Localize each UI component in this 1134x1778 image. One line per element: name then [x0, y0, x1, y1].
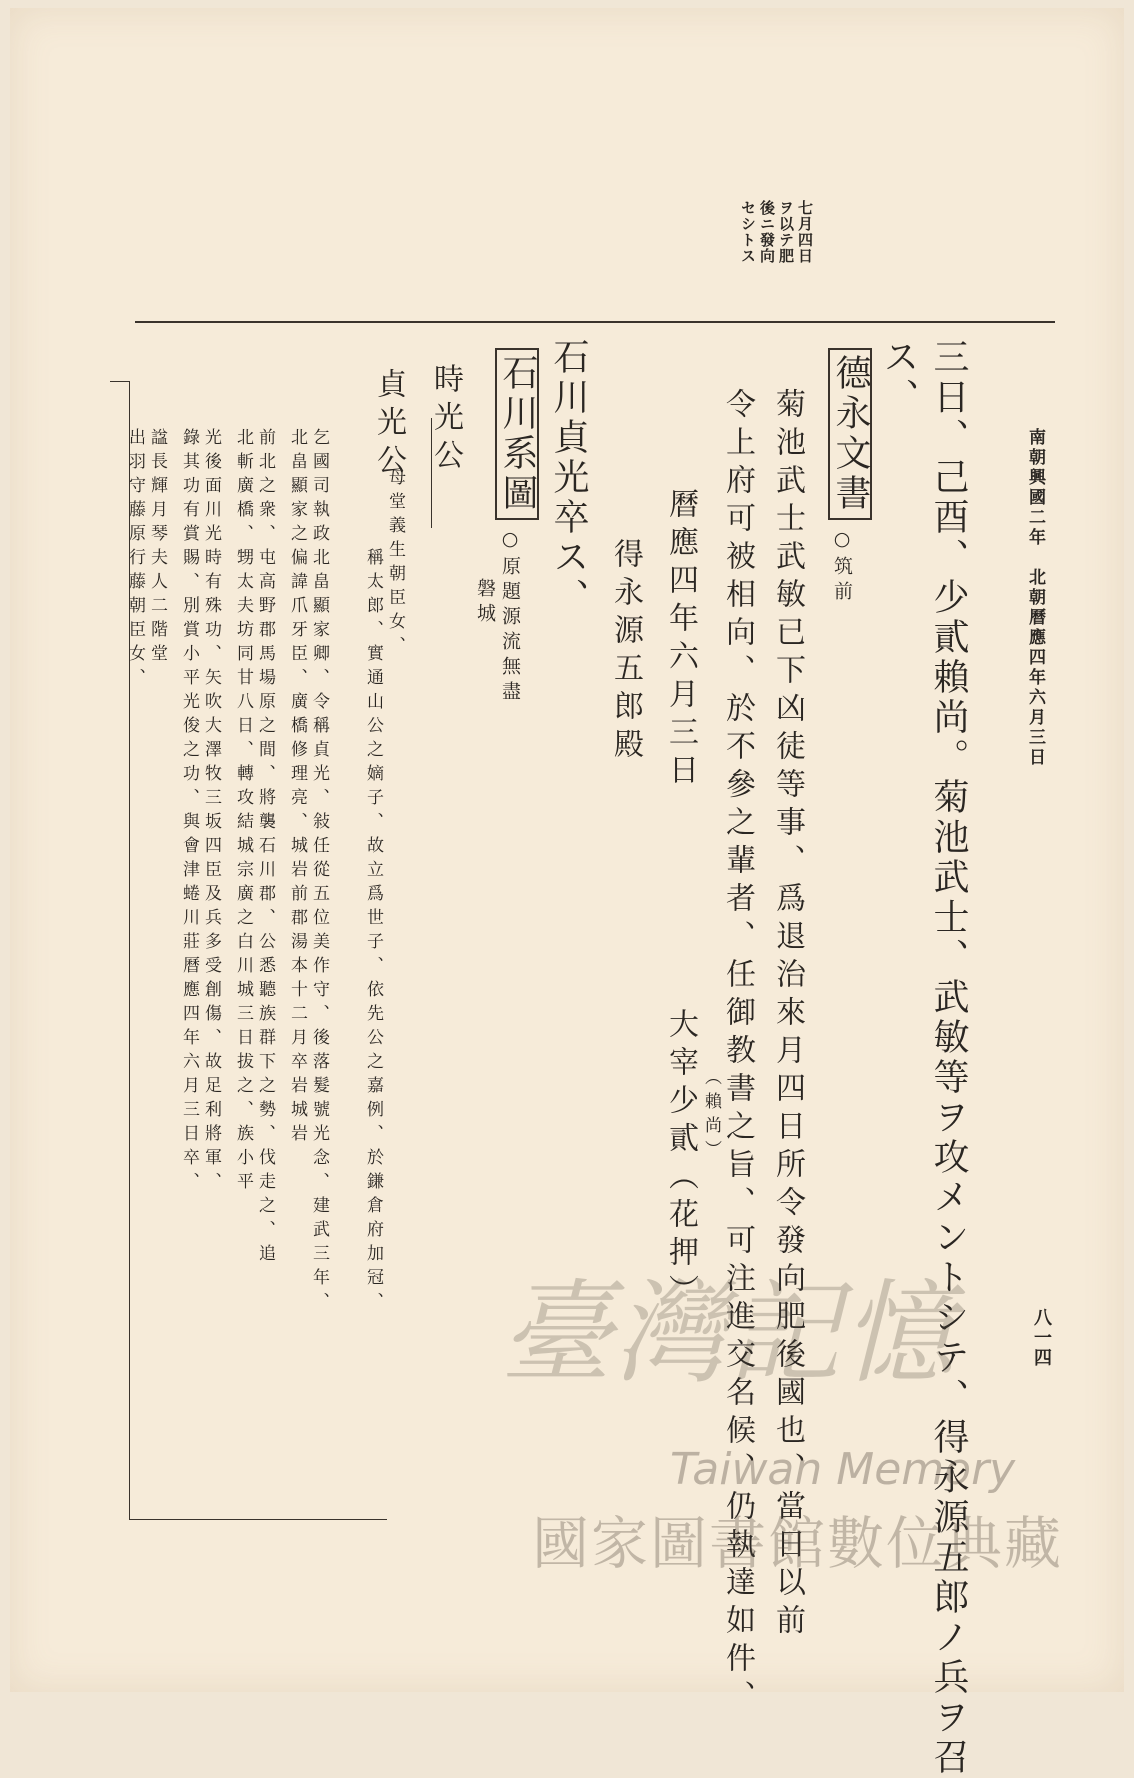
source-label-box: 德永文書 [828, 348, 872, 520]
genealogy-parent: 時光公 [428, 363, 463, 477]
entry-line: 乞國司執政北畠顯家卿、令稱貞光、敍任從五位美作守、後落髮號光念、建武三年、 [309, 428, 329, 1316]
side-note-line: 後ニ發向 [758, 200, 776, 264]
source-note: ○原題源流無盡 [499, 528, 521, 706]
genealogy-branch-line [431, 418, 432, 528]
entry-heading-line: 石川貞光卒ス、 [548, 338, 589, 618]
watermark-script: 臺灣記憶 [500, 1269, 956, 1399]
side-note-line: ヲ以テ肥 [777, 200, 795, 264]
running-head: 南朝興國二年 北朝曆應四年六月三日 [1025, 428, 1045, 768]
entry-heading-line: 三日、己酉、少貳賴尚。菊池武士、武敏等ヲ攻メントシテ、得永源五郎ノ兵ヲ召 [928, 338, 969, 1778]
genealogy-mother: 母堂義生朝臣女、 [385, 468, 405, 660]
entry-line: 稱太郎、實通山公之嫡子、故立爲世子、依先公之嘉例、於鎌倉府加冠、 [363, 548, 383, 1316]
entry-line: 北斬廣橋、甥太夫坊同甘八日、轉攻結城宗廣之白川城三日拔之、族小平 [233, 428, 253, 1196]
document-date: 曆應四年六月三日 [663, 488, 698, 792]
entry-heading-line: ス、 [878, 338, 919, 418]
watermark-english: Taiwan Memory [670, 1444, 1016, 1495]
entry-line: 錄其功有賞賜、別賞小平光俊之功、與會津蜷川莊曆應四年六月三日卒、 [179, 428, 199, 1196]
header-rule [135, 321, 1055, 323]
document-signer: 大宰少貳（花押） [663, 1008, 698, 1312]
side-note-line: 七月四日 [796, 200, 814, 264]
document-addressee: 得永源五郎殿 [608, 538, 643, 766]
entry-line: 北畠顯家之偏諱爪牙臣、廣橋修理亮、城岩前郡湯本十二月卒岩城岩 [287, 428, 307, 1148]
document-line: 菊池武士武敏已下凶徒等事、爲退治來月四日所令發向肥後國也、當日以前 [770, 388, 805, 1642]
side-note-line: セシトス [739, 200, 757, 264]
entry-line: 諡長輝月琴夫人二階堂 [147, 428, 167, 668]
entry-frame-line [110, 381, 130, 382]
entry-line: 出羽守藤原行藤朝臣女、 [125, 428, 145, 692]
entry-line: 光後面川光時有殊功、矢吹大澤牧三坂四臣及兵多受創傷、故足利將軍、 [201, 428, 221, 1196]
document-signer-note: （賴尚） [701, 1068, 721, 1164]
genealogy-name: 貞光公 [371, 368, 406, 482]
source-label [828, 348, 872, 520]
document-line: 令上府可被相向、於不參之輩者、任御教書之旨、可注進交名候、仍執達如件、 [720, 388, 755, 1718]
source-label [495, 348, 539, 520]
watermark-org: 國家圖書館數位典藏 [532, 1511, 1063, 1577]
page-number: 八一四 [1031, 1308, 1052, 1368]
page [10, 8, 1124, 1778]
source-note: 磐城 [474, 578, 496, 628]
source-note: ○筑前 [831, 528, 853, 606]
entry-line: 前北之衆、屯高野郡馬場原之間、將襲石川郡、公悉聽族群下之勢、伐走之、追 [255, 428, 275, 1268]
source-label-box: 石川系圖 [495, 348, 539, 520]
entry-frame-line [129, 1519, 387, 1520]
